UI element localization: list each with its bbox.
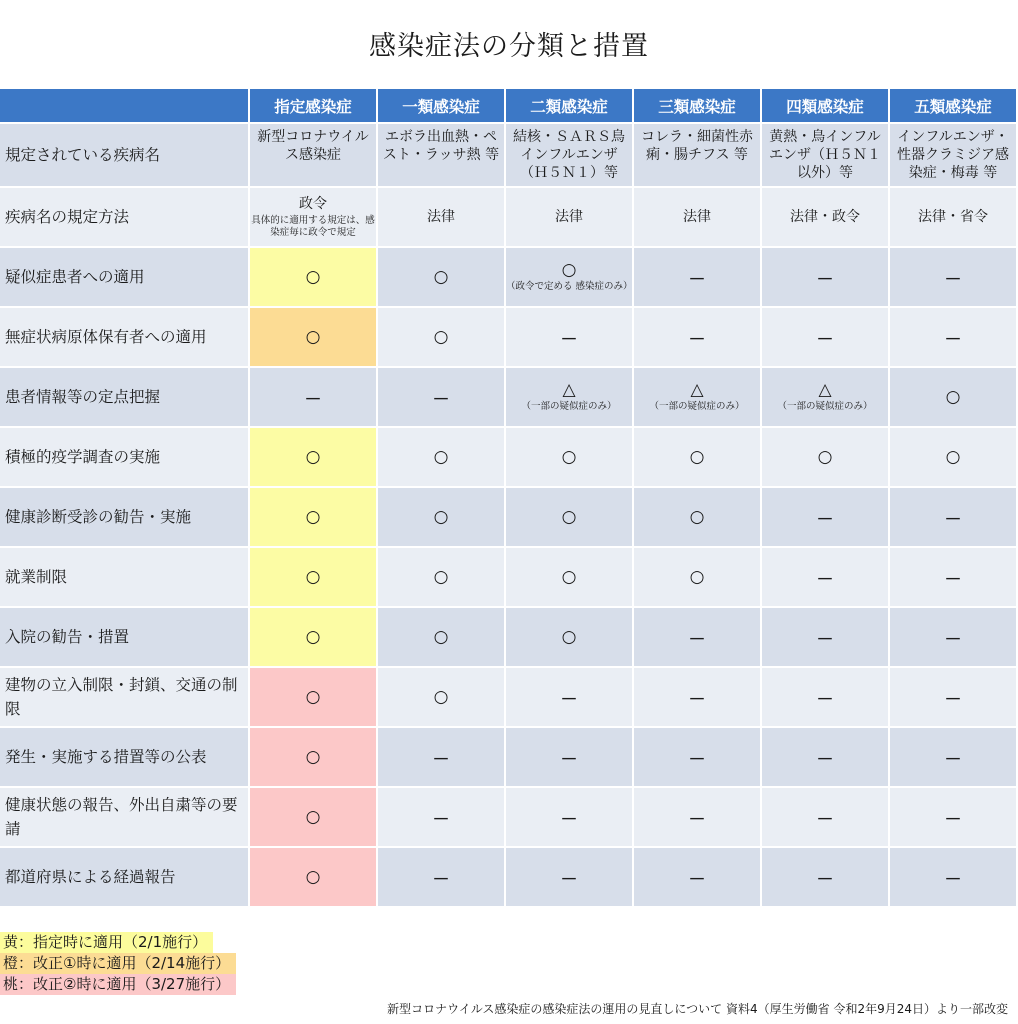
symbol-mark: ○	[433, 447, 449, 467]
legend-yellow: 黄：指定時に適用（2/1施行）	[0, 932, 213, 953]
table-cell	[634, 308, 762, 368]
table-header-row	[0, 89, 1018, 124]
table-cell	[762, 668, 890, 728]
table-cell	[634, 788, 762, 848]
table-cell	[506, 848, 634, 908]
table-cell	[634, 188, 762, 248]
dash-mark: －	[432, 749, 450, 770]
table-cell	[378, 428, 506, 488]
dash-mark: －	[816, 509, 834, 530]
row-label: 規定されている疾病名	[0, 124, 250, 188]
cell-text: 法律・政令	[790, 209, 860, 225]
dash-mark: －	[816, 809, 834, 830]
row-label: 患者情報等の定点把握	[0, 368, 250, 428]
dash-mark: －	[816, 689, 834, 710]
table-cell	[506, 728, 634, 788]
table-row	[0, 608, 1018, 668]
table-cell	[378, 788, 506, 848]
dash-mark: －	[432, 809, 450, 830]
cell-note: （一部の疑似症のみ）	[649, 401, 745, 412]
symbol-mark: ○	[689, 447, 705, 467]
symbol-mark: ○	[817, 447, 833, 467]
table-cell	[378, 728, 506, 788]
table-cell	[890, 728, 1018, 788]
table-cell	[506, 788, 634, 848]
symbol-mark: △	[818, 380, 832, 400]
table-cell	[506, 124, 634, 188]
symbol-mark: ○	[561, 260, 577, 280]
table-cell	[250, 308, 378, 368]
table-cell	[506, 368, 634, 428]
table-cell	[506, 248, 634, 308]
table-row	[0, 248, 1018, 308]
dash-mark: －	[816, 269, 834, 290]
table-cell	[762, 368, 890, 428]
legend-orange: 橙：改正①時に適用（2/14施行）	[0, 953, 236, 974]
table-cell	[250, 124, 378, 188]
table-row	[0, 368, 1018, 428]
dash-mark: －	[944, 629, 962, 650]
table-cell	[634, 548, 762, 608]
header-class-3: 三類感染症	[634, 89, 762, 124]
table-cell	[378, 124, 506, 188]
row-label: 発生・実施する措置等の公表	[0, 728, 250, 788]
symbol-mark: ○	[689, 507, 705, 527]
dash-mark: －	[944, 269, 962, 290]
table-cell	[250, 488, 378, 548]
dash-mark: －	[944, 809, 962, 830]
table-cell	[634, 124, 762, 188]
symbol-mark: ○	[689, 567, 705, 587]
table-cell	[378, 608, 506, 668]
table-cell	[378, 548, 506, 608]
table-cell	[250, 788, 378, 848]
table-row	[0, 308, 1018, 368]
table-row	[0, 124, 1018, 188]
dash-mark: －	[560, 869, 578, 890]
dash-mark: －	[816, 869, 834, 890]
table-cell	[634, 728, 762, 788]
header-class-1: 一類感染症	[378, 89, 506, 124]
symbol-mark: ○	[305, 567, 321, 587]
table-cell	[250, 668, 378, 728]
dash-mark: －	[432, 869, 450, 890]
dash-mark: －	[944, 689, 962, 710]
cell-note: （一部の疑似症のみ）	[521, 401, 617, 412]
table-cell	[634, 368, 762, 428]
symbol-mark: ○	[305, 327, 321, 347]
symbol-mark: ○	[305, 747, 321, 767]
dash-mark: －	[944, 509, 962, 530]
symbol-mark: ○	[561, 567, 577, 587]
symbol-mark: ○	[305, 867, 321, 887]
cell-text: エボラ出血熱・ペスト・ラッサ熱 等	[382, 129, 500, 163]
dash-mark: －	[816, 629, 834, 650]
dash-mark: －	[816, 329, 834, 350]
table-cell	[378, 188, 506, 248]
row-label: 無症状病原体保有者への適用	[0, 308, 250, 368]
symbol-mark: △	[690, 380, 704, 400]
table-cell	[634, 428, 762, 488]
symbol-mark: ○	[945, 387, 961, 407]
cell-note: 具体的に適用する規定は、感染症毎に政令で規定	[251, 215, 375, 238]
dash-mark: －	[688, 809, 706, 830]
cell-note: （政令で定める 感染症のみ）	[506, 281, 633, 292]
table-row	[0, 428, 1018, 488]
table-cell	[890, 428, 1018, 488]
header-corner	[0, 89, 250, 124]
symbol-mark: ○	[561, 507, 577, 527]
cell-text: 結核・ＳＡＲＳ鳥インフルエンザ（Ｈ５Ｎ１）等	[513, 129, 625, 181]
table-row	[0, 488, 1018, 548]
table-cell	[762, 188, 890, 248]
row-label: 就業制限	[0, 548, 250, 608]
header-designated: 指定感染症	[250, 89, 378, 124]
table-cell	[890, 848, 1018, 908]
symbol-mark: ○	[561, 447, 577, 467]
cell-note: （一部の疑似症のみ）	[777, 401, 873, 412]
table-cell	[634, 848, 762, 908]
dash-mark: －	[944, 749, 962, 770]
symbol-mark: ○	[945, 447, 961, 467]
symbol-mark: ○	[433, 327, 449, 347]
dash-mark: －	[688, 269, 706, 290]
table-cell	[378, 248, 506, 308]
table-cell	[890, 368, 1018, 428]
page-title: 感染症法の分類と措置	[369, 31, 649, 62]
symbol-mark: ○	[305, 687, 321, 707]
dash-mark: －	[688, 329, 706, 350]
table-cell	[762, 124, 890, 188]
table-cell	[634, 608, 762, 668]
dash-mark: －	[560, 329, 578, 350]
cell-text: 法律	[555, 209, 583, 225]
table-cell	[250, 848, 378, 908]
legend	[0, 932, 236, 995]
symbol-mark: ○	[433, 267, 449, 287]
table-row	[0, 668, 1018, 728]
row-label: 都道府県による経過報告	[0, 848, 250, 908]
table-cell	[506, 548, 634, 608]
row-label: 建物の立入制限・封鎖、交通の制限	[0, 668, 250, 728]
dash-mark: －	[560, 809, 578, 830]
symbol-mark: ○	[305, 447, 321, 467]
dash-mark: －	[816, 749, 834, 770]
table-cell	[890, 188, 1018, 248]
symbol-mark: ○	[433, 627, 449, 647]
row-label: 疑似症患者への適用	[0, 248, 250, 308]
source-note: 新型コロナウイルス感染症の感染症法の運用の見直しについて 資料4（厚生労働省 令和2年9月24日）より一部改変	[387, 1002, 1008, 1016]
table-cell	[634, 488, 762, 548]
dash-mark: －	[688, 749, 706, 770]
symbol-mark: ○	[433, 507, 449, 527]
dash-mark: －	[432, 389, 450, 410]
table-row	[0, 788, 1018, 848]
table-cell	[506, 188, 634, 248]
table-cell	[250, 728, 378, 788]
table-cell	[250, 368, 378, 428]
symbol-mark: ○	[433, 687, 449, 707]
table-cell	[890, 124, 1018, 188]
row-label: 健康診断受診の勧告・実施	[0, 488, 250, 548]
dash-mark: －	[688, 689, 706, 710]
table-cell	[762, 428, 890, 488]
cell-text: 黄熱・鳥インフルエンザ（Ｈ５Ｎ１以外）等	[769, 129, 881, 181]
table-cell	[250, 428, 378, 488]
table-cell	[762, 248, 890, 308]
cell-text: 新型コロナウイルス感染症	[257, 129, 369, 163]
table-cell	[378, 308, 506, 368]
dash-mark: －	[944, 869, 962, 890]
table-cell	[506, 488, 634, 548]
table-cell	[890, 668, 1018, 728]
table-cell	[506, 668, 634, 728]
symbol-mark: ○	[305, 267, 321, 287]
table-cell	[890, 788, 1018, 848]
table-cell	[378, 668, 506, 728]
classification-table	[0, 89, 1018, 908]
cell-text: 法律	[427, 209, 455, 225]
row-label: 積極的疫学調査の実施	[0, 428, 250, 488]
table-cell	[506, 608, 634, 668]
table-cell	[890, 488, 1018, 548]
table-cell	[378, 488, 506, 548]
table-cell	[762, 608, 890, 668]
dash-mark: －	[944, 329, 962, 350]
cell-text: 政令	[299, 196, 327, 212]
table-cell	[762, 308, 890, 368]
table-row	[0, 188, 1018, 248]
header-class-4: 四類感染症	[762, 89, 890, 124]
table-cell	[762, 488, 890, 548]
dash-mark: －	[688, 629, 706, 650]
table-cell	[250, 608, 378, 668]
cell-text: 法律・省令	[918, 209, 988, 225]
dash-mark: －	[944, 569, 962, 590]
table-cell	[250, 188, 378, 248]
cell-text: 法律	[683, 209, 711, 225]
table-cell	[890, 608, 1018, 668]
table-cell	[890, 308, 1018, 368]
table-cell	[506, 308, 634, 368]
symbol-mark: △	[562, 380, 576, 400]
table-row	[0, 848, 1018, 908]
legend-pink: 桃：改正②時に適用（3/27施行）	[0, 974, 236, 995]
dash-mark: －	[560, 749, 578, 770]
table-cell	[506, 428, 634, 488]
table-cell	[378, 848, 506, 908]
header-class-2: 二類感染症	[506, 89, 634, 124]
table-row	[0, 728, 1018, 788]
dash-mark: －	[560, 689, 578, 710]
table-cell	[762, 848, 890, 908]
row-label: 健康状態の報告、外出自粛等の要請	[0, 788, 250, 848]
dash-mark: －	[816, 569, 834, 590]
table-cell	[762, 548, 890, 608]
symbol-mark: ○	[433, 567, 449, 587]
row-label: 入院の勧告・措置	[0, 608, 250, 668]
dash-mark: －	[688, 869, 706, 890]
table-cell	[250, 548, 378, 608]
header-class-5: 五類感染症	[890, 89, 1018, 124]
symbol-mark: ○	[305, 507, 321, 527]
symbol-mark: ○	[305, 627, 321, 647]
table-cell	[634, 248, 762, 308]
table-cell	[890, 248, 1018, 308]
table-cell	[890, 548, 1018, 608]
symbol-mark: ○	[305, 807, 321, 827]
dash-mark: －	[304, 389, 322, 410]
table-cell	[762, 728, 890, 788]
cell-text: インフルエンザ・性器クラミジア感染症・梅毒 等	[897, 129, 1009, 181]
table-cell	[634, 668, 762, 728]
symbol-mark: ○	[561, 627, 577, 647]
table-row	[0, 548, 1018, 608]
table-cell	[762, 788, 890, 848]
table-cell	[378, 368, 506, 428]
row-label: 疾病名の規定方法	[0, 188, 250, 248]
table-cell	[250, 248, 378, 308]
cell-text: コレラ・細菌性赤痢・腸チフス 等	[641, 129, 753, 163]
